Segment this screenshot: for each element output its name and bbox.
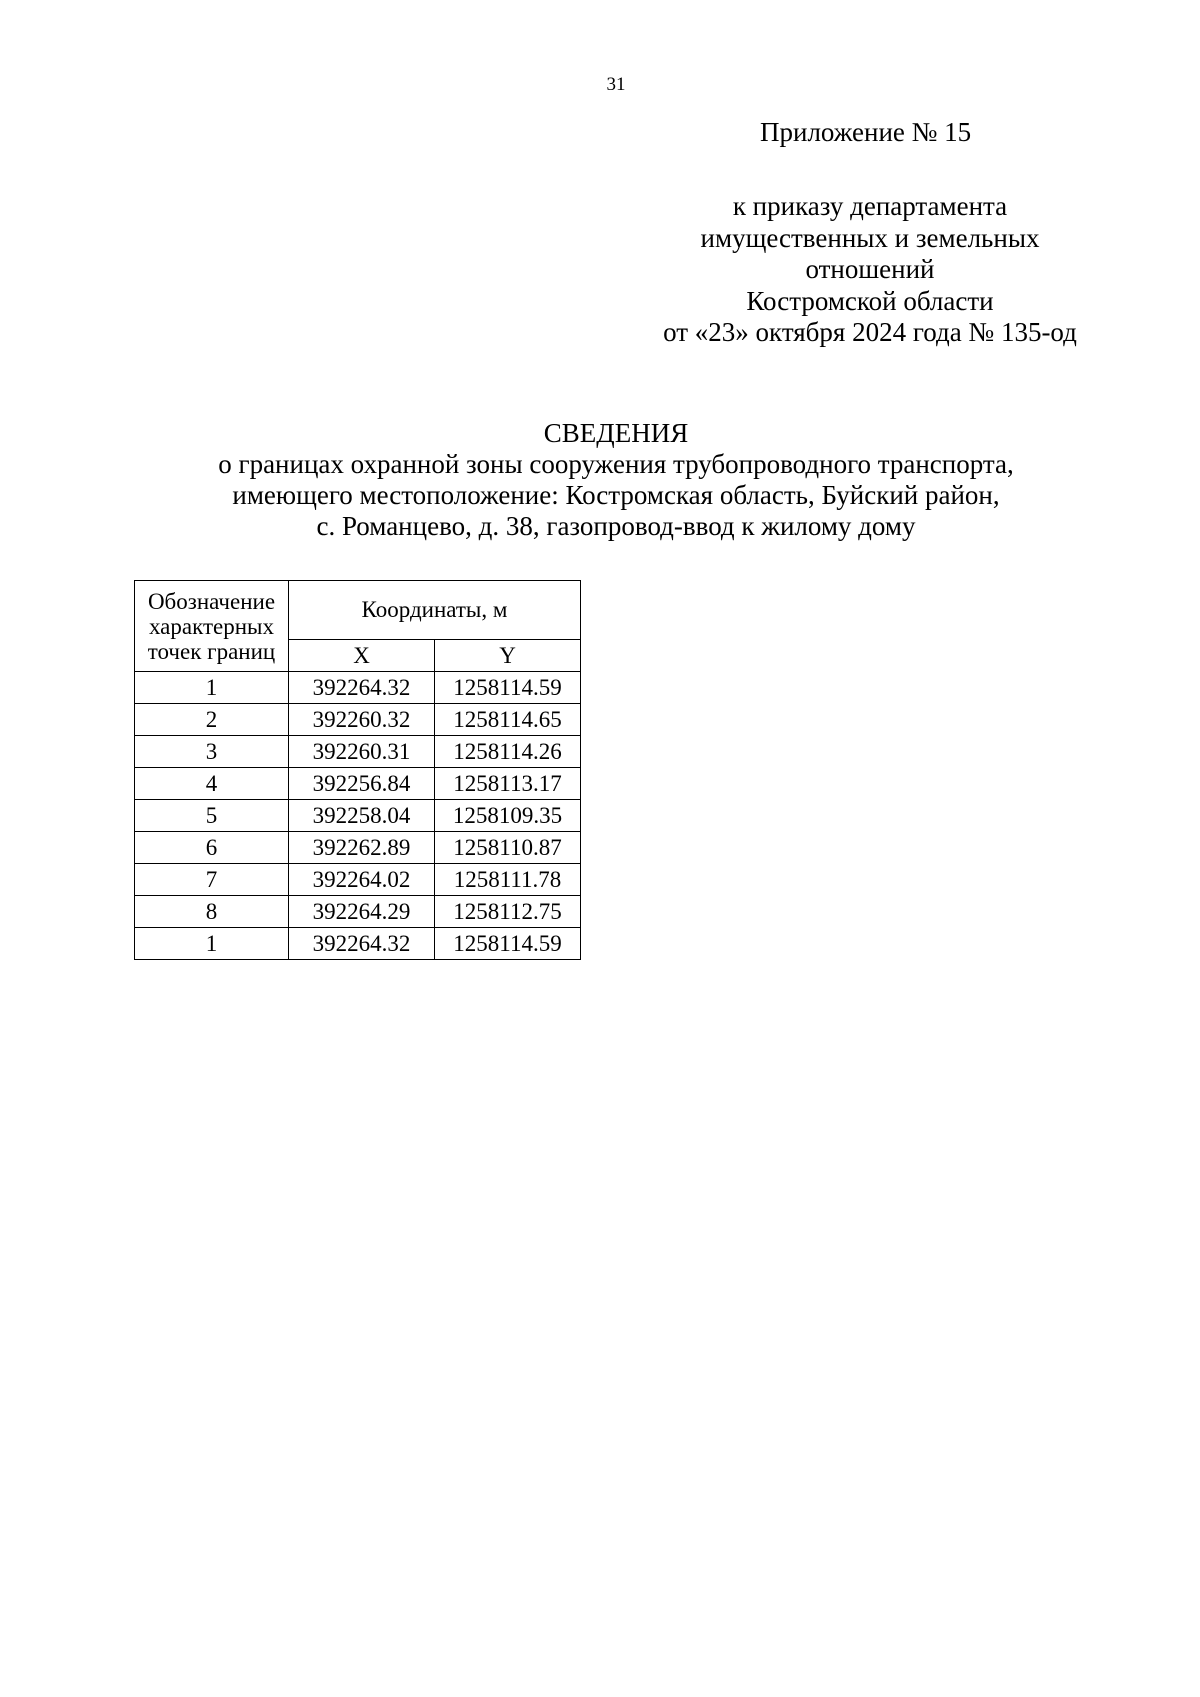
- point-cell: 5: [135, 800, 289, 832]
- order-line: отношений: [805, 254, 935, 284]
- page-number: 31: [606, 74, 626, 95]
- x-cell: 392258.04: [289, 800, 435, 832]
- x-cell: 392264.32: [289, 672, 435, 704]
- heading-line: имеющего местоположение: Костромская область, Буйский район,: [232, 480, 1000, 510]
- point-cell: 2: [135, 704, 289, 736]
- document-title: СВЕДЕНИЯ: [543, 418, 689, 448]
- y-cell: 1258109.35: [435, 800, 581, 832]
- table-row: [135, 704, 581, 736]
- table-row: [135, 768, 581, 800]
- point-cell: 1: [135, 928, 289, 960]
- order-line: Костромской области: [746, 285, 994, 316]
- y-cell: 1258110.87: [435, 832, 581, 864]
- y-cell: 1258114.59: [435, 672, 581, 704]
- y-cell: 1258112.75: [435, 896, 581, 928]
- x-cell: 392262.89: [289, 832, 435, 864]
- order-date-number: от «23» октября 2024 года № 135-од: [663, 317, 1077, 347]
- y-column-header: Y: [435, 640, 581, 672]
- table-row: [135, 800, 581, 832]
- order-reference: [620, 191, 1120, 349]
- table-row: [135, 832, 581, 864]
- point-cell: 4: [135, 768, 289, 800]
- point-cell: 7: [135, 864, 289, 896]
- appendix-title: Приложение № 15: [760, 117, 972, 147]
- document-heading: [0, 418, 1200, 542]
- table-row: [135, 864, 581, 896]
- x-cell: 392264.32: [289, 928, 435, 960]
- heading-line: с. Романцево, д. 38, газопровод-ввод к жилому дому: [316, 511, 916, 541]
- table-row: [135, 896, 581, 928]
- table-row: [135, 928, 581, 960]
- y-cell: 1258114.26: [435, 736, 581, 768]
- point-cell: 8: [135, 896, 289, 928]
- point-header-line: Обозначение: [147, 588, 276, 614]
- coordinates-table-body: [135, 672, 581, 960]
- x-cell: 392264.29: [289, 896, 435, 928]
- y-cell: 1258111.78: [435, 864, 581, 896]
- heading-line: о границах охранной зоны сооружения трубопроводного транспорта,: [218, 449, 1014, 479]
- x-cell: 392256.84: [289, 768, 435, 800]
- coordinates-table: [134, 580, 581, 960]
- table-row: [135, 736, 581, 768]
- x-cell: 392260.32: [289, 704, 435, 736]
- order-line: имущественных и земельных: [700, 222, 1040, 253]
- point-cell: 1: [135, 672, 289, 704]
- y-cell: 1258113.17: [435, 768, 581, 800]
- point-cell: 6: [135, 832, 289, 864]
- x-cell: 392264.02: [289, 864, 435, 896]
- point-cell: 3: [135, 736, 289, 768]
- coordinates-header: Координаты, м: [289, 581, 581, 640]
- point-column-header: [135, 581, 289, 672]
- y-cell: 1258114.59: [435, 928, 581, 960]
- point-header-line: точек границ: [147, 638, 276, 664]
- point-header-line: характерных: [148, 613, 274, 639]
- x-cell: 392260.31: [289, 736, 435, 768]
- table-row: [135, 672, 581, 704]
- x-column-header: X: [289, 640, 435, 672]
- y-cell: 1258114.65: [435, 704, 581, 736]
- order-line: к приказу департамента: [732, 191, 1008, 221]
